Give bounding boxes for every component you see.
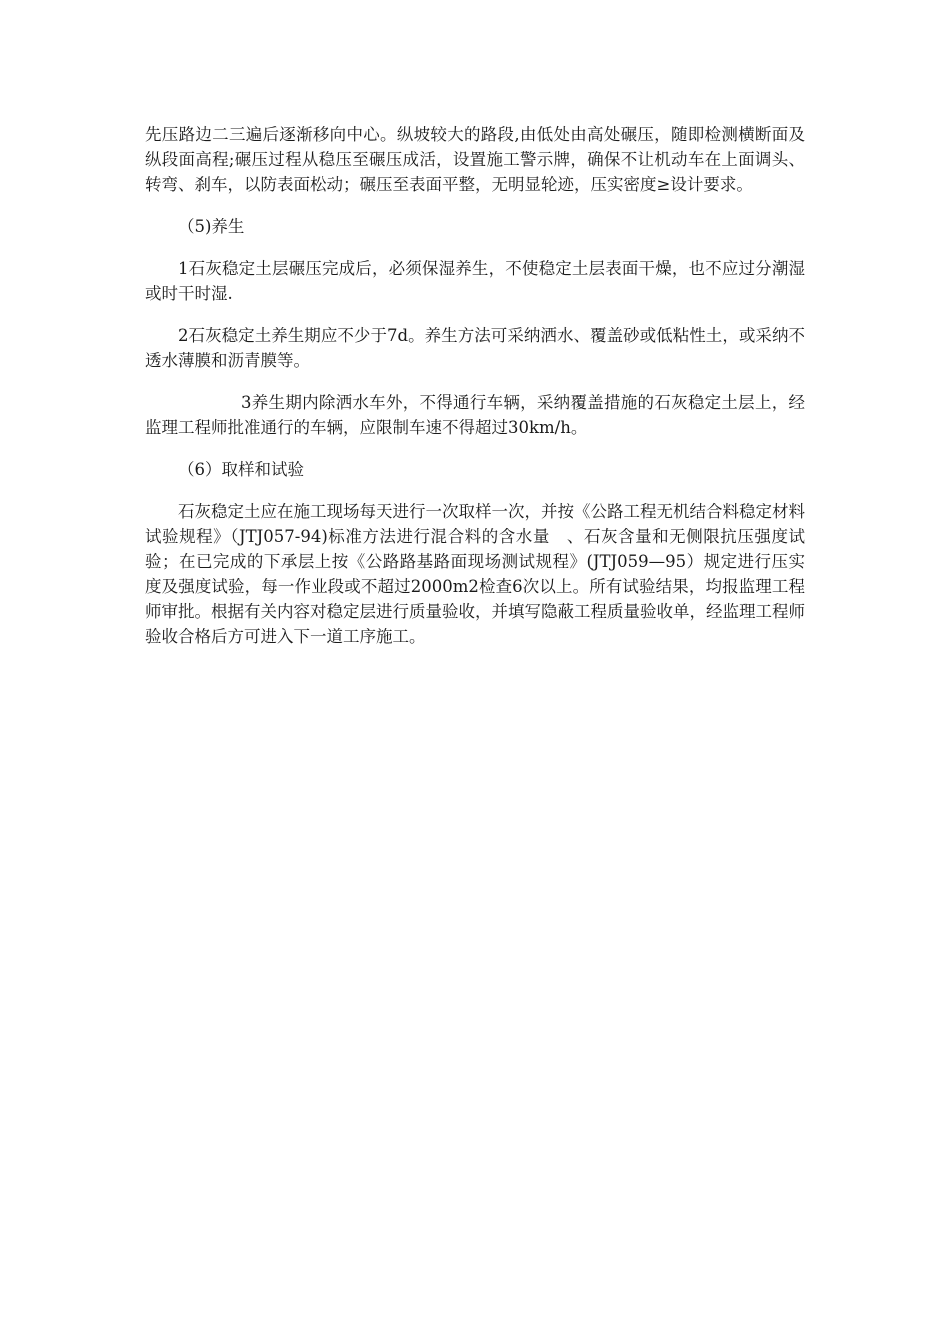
paragraph-curing-2: 2石灰稳定土养生期应不少于7d。养生方法可采纳洒水、覆盖砂或低粘性土，或采纳不透水薄膜和沥青膜等。 — [145, 326, 805, 370]
section-heading-curing: （5)养生 — [178, 217, 245, 236]
section-heading-sampling: （6）取样和试验 — [178, 460, 304, 479]
paragraph-curing-1: 1石灰稳定土层碾压完成后，必须保湿养生，不使稳定土层表面干燥，也不应过分潮湿或时干时湿. — [145, 259, 805, 303]
paragraph-curing-3: 3养生期内除洒水车外，不得通行车辆，采纳覆盖措施的石灰稳定土层上，经监理工程师批准通行的车辆，应限制车速不得超过30km/h。 — [145, 393, 805, 437]
paragraph-sampling: 石灰稳定土应在施工现场每天进行一次取样一次，并按《公路工程无机结合料稳定材料试验规程》（JTJ057-94)标准方法进行混合料的含水量 、石灰含量和无侧限抗压强度试验；在已完成的下承层上按《公路路基路面现场测试规程》(JTJ059—95）规定进行压实度及强度试验，每一作业段或不超过2000m2检查6次以上。所有试验结果，均报监理工程师审批。根据有关内容对稳定层进行质量验收，并填写隐蔽工程质量验收单，经监理工程师验收合格后方可进入下一道工序施工。 — [145, 502, 805, 646]
document-body — [145, 122, 805, 666]
paragraph-compaction: 先压路边二三遍后逐渐移向中心。纵坡较大的路段,由低处由高处碾压，随即检测横断面及纵段面高程;碾压过程从稳压至碾压成活，设置施工警示牌，确保不让机动车在上面调头、转弯、刹车，以防表面松动；碾压至表面平整，无明显轮迹，压实密度≥设计要求。 — [145, 125, 805, 194]
